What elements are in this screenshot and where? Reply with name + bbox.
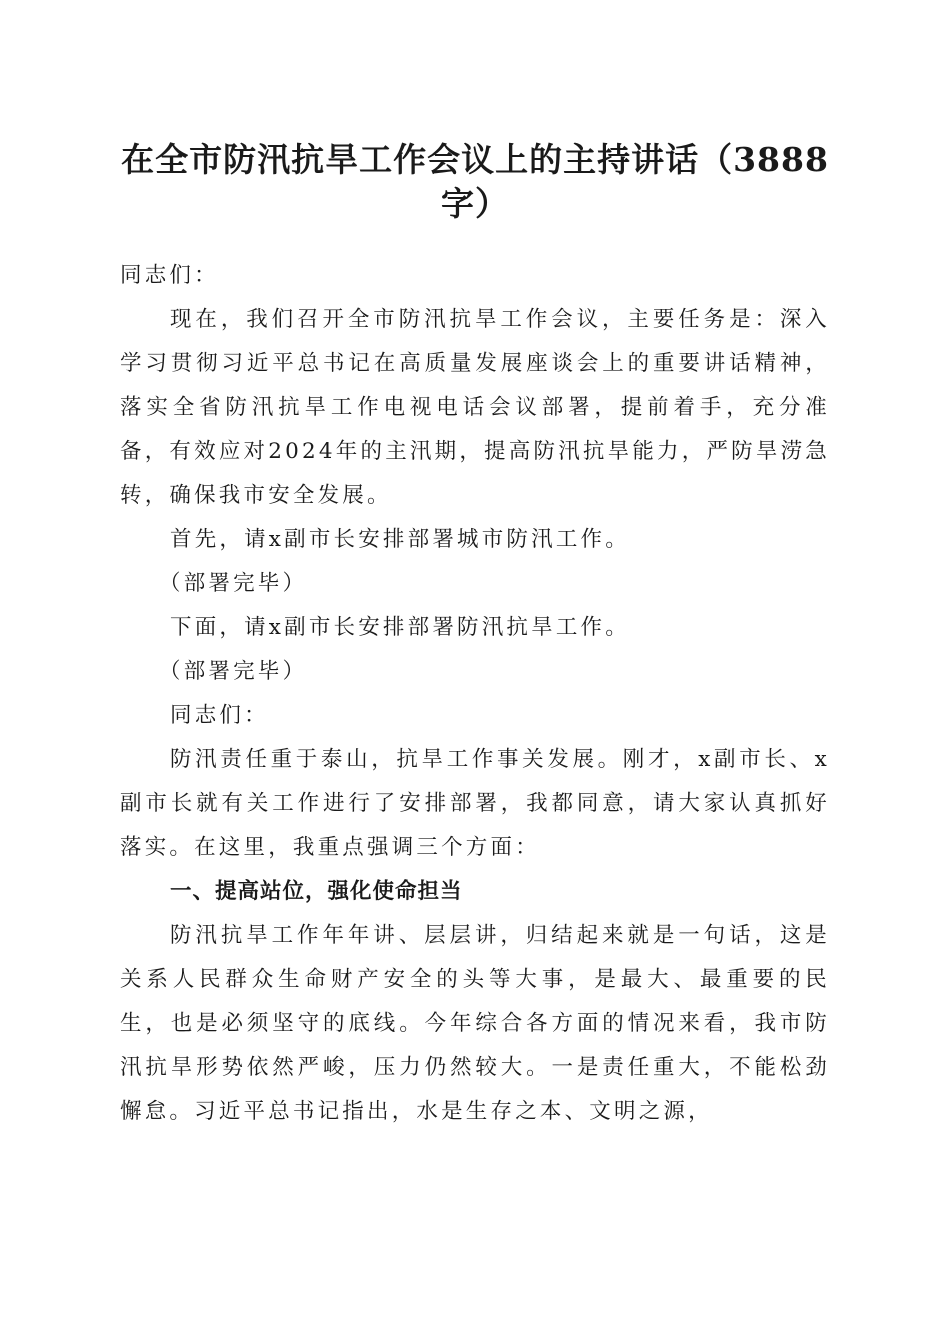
paragraph-next-arrangement: 下面，请x副市长安排部署防汛抗旱工作。: [170, 615, 630, 640]
paragraph-responsibility: 防汛责任重于泰山，抗旱工作事关发展。刚才，x副市长、x副市长就有关工作进行了安排部署，我都同意，请大家认真抓好落实。在这里，我重点强调三个方面：: [120, 747, 830, 860]
paragraph-section-1: 防汛抗旱工作年年讲、层层讲，归结起来就是一句话，这是关系人民群众生命财产安全的头等大事，是最大、最重要的民生，也是必须坚守的底线。今年综合各方面的情况来看，我市防汛抗旱形势依然严峻，压力仍然较大。一是责任重大，不能松劲懈怠。习近平总书记指出，水是生存之本、文明之源，: [120, 923, 830, 1124]
paragraph-deployment-done-1: （部署完毕）: [159, 571, 308, 596]
document-body: [120, 254, 830, 1134]
section-heading-1: 一、提高站位，强化使命担当: [170, 879, 463, 904]
paragraph-intro: 现在，我们召开全市防汛抗旱工作会议，主要任务是：深入学习贯彻习近平总书记在高质量发展座谈会上的重要讲话精神，落实全省防汛抗旱工作电视电话会议部署，提前着手，充分准备，有效应对2024年的主汛期，提高防汛抗旱能力，严防旱涝急转，确保我市安全发展。: [120, 307, 830, 508]
paragraph-first-arrangement: 首先，请x副市长安排部署城市防汛工作。: [170, 527, 630, 552]
salutation: 同志们：: [120, 263, 219, 288]
document-title: 在全市防汛抗旱工作会议上的主持讲话（3888字）: [121, 140, 829, 223]
salutation-second: 同志们：: [170, 703, 269, 728]
paragraph-deployment-done-2: （部署完毕）: [159, 659, 308, 684]
